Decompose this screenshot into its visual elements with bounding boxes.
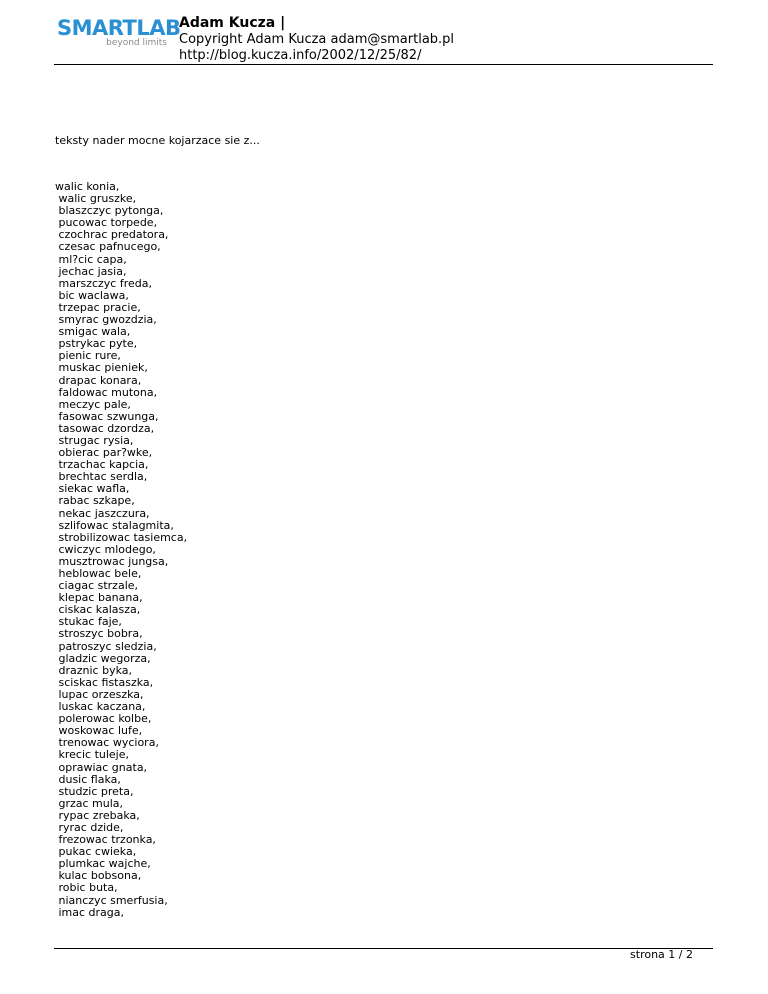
list-item: oprawiac gnata, — [55, 760, 148, 774]
list-item: draznic byka, — [55, 663, 132, 677]
list-item: pienic rure, — [55, 349, 121, 363]
document-title: Adam Kucza | — [179, 15, 286, 31]
list-item: ciagac strzale, — [55, 579, 139, 593]
list-item: meczyc pale, — [55, 397, 131, 411]
intro-text: teksty nader mocne kojarzace sie z... — [55, 134, 260, 147]
list-item: plumkac wajche, — [55, 857, 151, 871]
list-item: obierac par?wke, — [55, 446, 153, 460]
list-item: czochrac predatora, — [55, 228, 169, 242]
list-item: marszczyc freda, — [55, 276, 152, 290]
list-item: frezowac trzonka, — [55, 833, 156, 847]
smartlab-logo — [57, 16, 181, 48]
list-item: bic waclawa, — [55, 288, 129, 302]
list-item: rypac zrebaka, — [55, 808, 140, 822]
list-item: brechtac serdla, — [55, 470, 148, 484]
list-item: czesac pafnucego, — [55, 240, 161, 254]
list-item: walic gruszke, — [55, 192, 137, 206]
list-item: nekac jaszczura, — [55, 506, 150, 520]
list-item: sciskac fistaszka, — [55, 675, 154, 689]
list-item: trenowac wyciora, — [55, 736, 159, 750]
list-item: grzac mula, — [55, 796, 124, 810]
list-item: gladzic wegorza, — [55, 651, 151, 665]
list-item: jechac jasia, — [55, 264, 127, 278]
document-header — [179, 15, 454, 64]
list-item: strugac rysia, — [55, 433, 134, 447]
list-item: pstrykac pyte, — [55, 337, 138, 351]
list-item: rabac szkape, — [55, 494, 135, 508]
list-item: pukac cwieka, — [55, 845, 137, 859]
list-item: muskac pieniek, — [55, 361, 148, 375]
list-item: klepac banana, — [55, 591, 143, 605]
list-item: dusic flaka, — [55, 772, 121, 786]
list-item: ciskac kalasza, — [55, 603, 141, 617]
list-item: kulac bobsona, — [55, 869, 142, 883]
list-item: woskowac lufe, — [55, 724, 143, 738]
list-item: studzic preta, — [55, 784, 134, 798]
list-item: heblowac bele, — [55, 567, 142, 580]
phrase-list — [55, 181, 187, 919]
header-divider — [54, 64, 713, 65]
list-item: smigac wala, — [55, 325, 131, 339]
list-item: nianczyc smerfusia, — [55, 893, 168, 907]
list-item: pucowac torpede, — [55, 216, 158, 230]
list-item: ml?cic capa, — [55, 252, 127, 266]
list-item: trzachac kapcia, — [55, 458, 149, 472]
list-item: strobilizowac tasiemca, — [55, 530, 188, 544]
list-item: musztrowac jungsa, — [55, 554, 169, 568]
copyright-line: Copyright Adam Kucza adam@smartlab.pl — [179, 32, 455, 47]
list-item: stroszyc bobra, — [55, 627, 143, 641]
list-item: fasowac szwunga, — [55, 409, 159, 423]
list-item: szlifowac stalagmita, — [55, 518, 174, 532]
list-item: cwiczyc mlodego, — [55, 542, 156, 556]
list-item: tasowac dzordza, — [55, 421, 155, 435]
list-item: robic buta, — [55, 881, 118, 895]
list-item: walic konia, — [55, 180, 120, 193]
list-item: faldowac mutona, — [55, 385, 158, 399]
list-item: blaszczyc pytonga, — [55, 204, 164, 218]
footer-divider — [54, 948, 713, 949]
logo-tagline: beyond limits — [106, 38, 167, 48]
list-item: drapac konara, — [55, 373, 142, 387]
list-item: siekac wafla, — [55, 482, 130, 496]
page-number: strona 1 / 2 — [630, 948, 693, 961]
list-item: smyrac gwozdzia, — [55, 313, 157, 327]
list-item: stukac faje, — [55, 615, 122, 629]
list-item: krecic tuleje, — [55, 748, 129, 762]
list-item: imac draga, — [55, 905, 125, 919]
list-item: lupac orzeszka, — [55, 687, 144, 701]
list-item: luskac kaczana, — [55, 700, 146, 714]
source-url: http://blog.kucza.info/2002/12/25/82/ — [179, 48, 422, 63]
list-item: patroszyc sledzia, — [55, 639, 157, 653]
logo-wordmark: SMARTLAB — [57, 16, 181, 40]
list-item: ryrac dzide, — [55, 820, 124, 834]
list-item: trzepac pracie, — [55, 300, 141, 314]
list-item: polerowac kolbe, — [55, 712, 152, 726]
